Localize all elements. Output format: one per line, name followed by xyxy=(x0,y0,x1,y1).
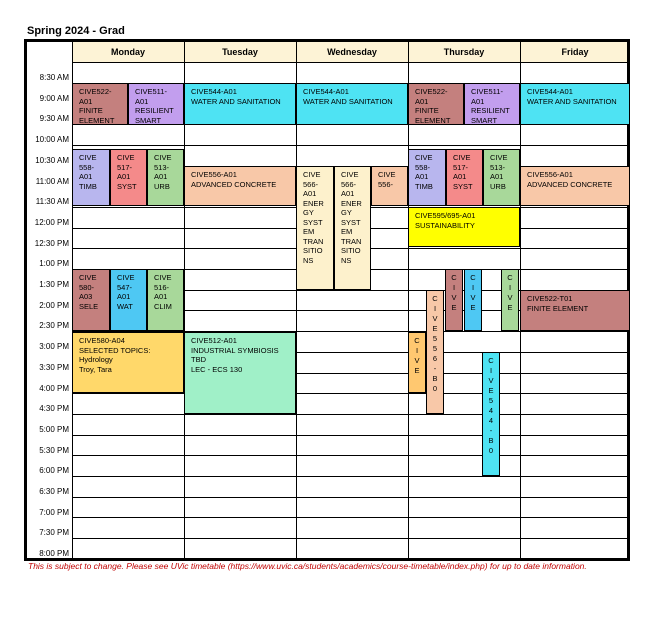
row-divider xyxy=(72,414,627,415)
event-block[interactable]: CIVE 558- A01 TIMB xyxy=(408,149,446,206)
time-label: 1:00 PM xyxy=(39,259,69,268)
event-block[interactable]: CIVE 566- A01 ENER GY SYST EM TRAN SITIO NS xyxy=(296,166,334,290)
time-label: 2:30 PM xyxy=(39,321,69,330)
row-divider xyxy=(72,476,627,477)
day-monday: Monday xyxy=(110,47,145,57)
time-label: 4:00 PM xyxy=(39,384,69,393)
footnote: This is subject to change. Please see UVic timetable (https://www.uvic.ca/students/academics/course-timetable/index.php) for up to date information. xyxy=(28,561,587,571)
event-block[interactable]: CIVE522-T01 FINITE ELEMENT xyxy=(520,290,630,331)
time-label: 10:00 AM xyxy=(35,135,69,144)
day-header-row xyxy=(72,42,627,63)
day-friday: Friday xyxy=(561,47,589,57)
event-block[interactable]: CIVE 558- A01 TIMB xyxy=(72,149,110,206)
timetable-grid xyxy=(24,39,630,561)
time-label: 12:30 PM xyxy=(34,239,69,248)
time-label: 7:30 PM xyxy=(39,528,69,537)
event-block[interactable]: CIVE544-A01 WATER AND SANITATION xyxy=(296,83,408,125)
time-label: 7:00 PM xyxy=(39,508,69,517)
row-divider xyxy=(72,435,627,436)
time-label: 1:30 PM xyxy=(39,280,69,289)
event-block[interactable]: CIVE 513- A01 URB xyxy=(147,149,184,206)
event-block[interactable]: CIVE556-A01 ADVANCED CONCRETE xyxy=(520,166,630,206)
event-block[interactable]: CIVE 556- xyxy=(371,166,408,206)
event-block[interactable]: CIVE595/695-A01 SUSTAINABILITY xyxy=(408,207,520,247)
time-label: 8:00 PM xyxy=(39,549,69,558)
time-label: 11:00 AM xyxy=(35,177,69,186)
event-block[interactable]: CIVE 547- A01 WAT xyxy=(110,269,147,331)
time-label: 8:30 AM xyxy=(39,73,69,82)
event-block[interactable]: CIVE556-A01 ADVANCED CONCRETE xyxy=(184,166,296,206)
event-block[interactable]: CIVE511- A01 RESILIENT SMART xyxy=(464,83,520,125)
event-block[interactable]: CIVE 516- A01 CLIM xyxy=(147,269,184,331)
event-block[interactable]: CIVE 517- A01 SYST xyxy=(446,149,483,206)
event-block[interactable]: CIVE544-A01 WATER AND SANITATION xyxy=(184,83,296,125)
time-label: 4:30 PM xyxy=(39,404,69,413)
event-block[interactable]: C I V E xyxy=(464,269,482,331)
event-block[interactable]: CIVE544-A01 WATER AND SANITATION xyxy=(520,83,630,125)
time-label: 11:30 AM xyxy=(35,197,69,206)
row-divider xyxy=(72,455,627,456)
event-block[interactable]: C I V E 5 5 6 - B 0 xyxy=(426,290,444,414)
time-label: 6:00 PM xyxy=(39,466,69,475)
event-block[interactable]: CIVE522- A01 FINITE ELEMENT xyxy=(408,83,464,125)
row-divider xyxy=(72,62,627,63)
event-block[interactable]: C I V E xyxy=(408,332,426,393)
time-label: 10:30 AM xyxy=(35,156,69,165)
day-tuesday: Tuesday xyxy=(222,47,258,57)
event-block[interactable]: CIVE 580- A03 SELE xyxy=(72,269,110,331)
day-thursday: Thursday xyxy=(443,47,485,57)
row-divider xyxy=(72,497,627,498)
time-label: 9:00 AM xyxy=(39,94,69,103)
event-block[interactable]: C I V E xyxy=(501,269,519,331)
time-label: 5:30 PM xyxy=(39,446,69,455)
event-block[interactable]: CIVE 517- A01 SYST xyxy=(110,149,147,206)
time-label: 9:30 AM xyxy=(39,114,69,123)
time-label: 6:30 PM xyxy=(39,487,69,496)
event-block[interactable]: CIVE 566- A01 ENER GY SYST EM TRAN SITIO NS xyxy=(334,166,371,290)
time-label: 2:00 PM xyxy=(39,301,69,310)
event-block[interactable]: C I V E xyxy=(445,269,463,331)
time-label: 3:00 PM xyxy=(39,342,69,351)
time-label: 5:00 PM xyxy=(39,425,69,434)
day-wednesday: Wednesday xyxy=(327,47,377,57)
page-title: Spring 2024 - Grad xyxy=(27,25,125,37)
event-block[interactable]: CIVE 513- A01 URB xyxy=(483,149,520,206)
event-block[interactable]: CIVE522- A01 FINITE ELEMENT xyxy=(72,83,128,125)
event-block[interactable]: CIVE580-A04 SELECTED TOPICS: Hydrology Troy, Tara xyxy=(72,332,184,393)
row-divider xyxy=(72,145,627,146)
time-label: 3:30 PM xyxy=(39,363,69,372)
event-block[interactable]: CIVE511- A01 RESILIENT SMART xyxy=(128,83,184,125)
row-divider xyxy=(72,517,627,518)
event-block[interactable]: CIVE512-A01 INDUSTRIAL SYMBIOSIS TBD LEC - ECS 130 xyxy=(184,332,296,414)
row-divider xyxy=(72,538,627,539)
event-block[interactable]: C I V E 5 4 4 - B 0 xyxy=(482,352,500,476)
time-label: 12:00 PM xyxy=(34,218,69,227)
row-divider xyxy=(72,393,627,394)
